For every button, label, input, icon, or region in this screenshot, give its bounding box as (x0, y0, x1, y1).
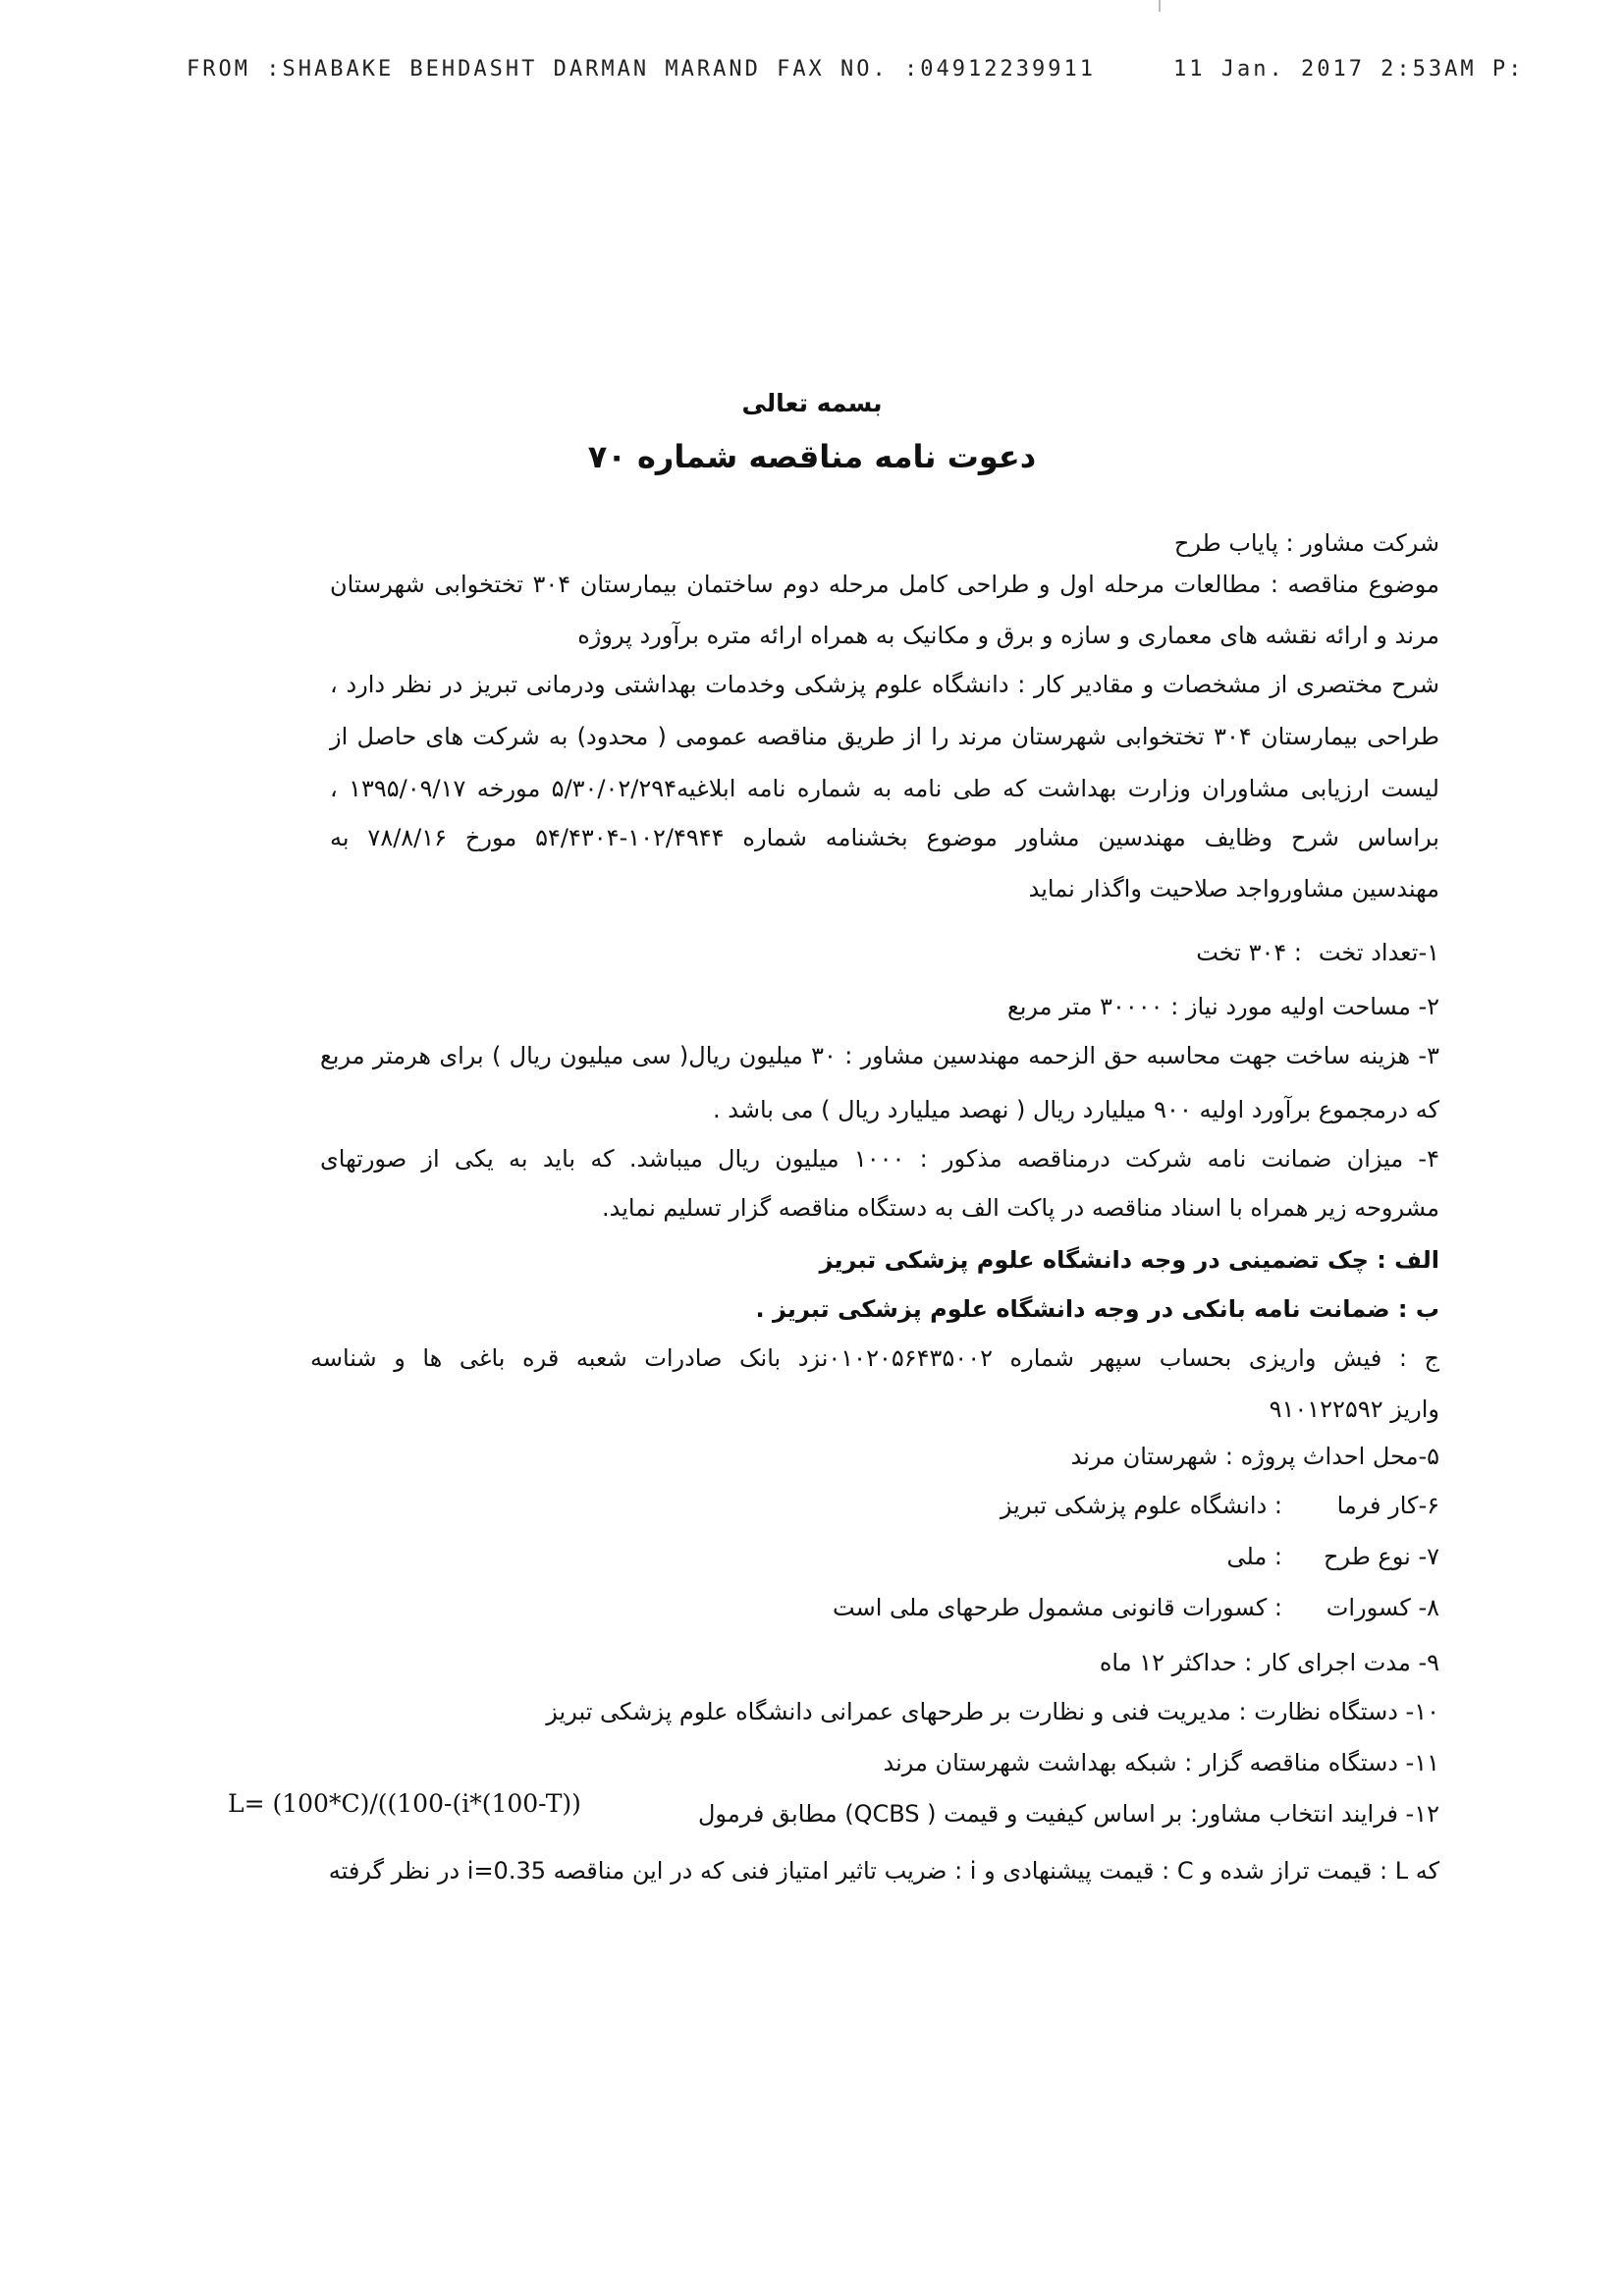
item-beds (948, 938, 1439, 967)
fax-sender-line: FROM :SHABAKE BEHDASHT DARMAN MARAND FAX NO. :04912239911 (187, 57, 1096, 82)
description-line-5: مهندسین مشاورواجد صلاحیت واگذار نماید (1028, 875, 1439, 902)
item-selection-process: ۱۲- فرایند انتخاب مشاور: بر اساس کیفیت و قیمت ( QCBS) مطابق فرمول (697, 1800, 1439, 1828)
item-guarantee-line-1: ۴- میزان ضمانت نامه شرکت درمناقصه مذکور : ۱۰۰۰ میلیون ریال میباشد. که باید به یکی از صورتهای (320, 1145, 1439, 1173)
item-tender-organizer: ۱۱- دستگاه مناقصه گزار : شبکه بهداشت شهرستان مرند (883, 1749, 1439, 1777)
item-deductions-label: ۸- کسورات (1326, 1594, 1439, 1621)
item-deductions (752, 1593, 1439, 1622)
item-plan-type (850, 1542, 1439, 1571)
item-plan-type-value: : ملی (1226, 1543, 1282, 1570)
selection-formula: L= (100*C)/((100-(i*(100-T)) (228, 1789, 581, 1818)
item-employer-value: : دانشگاه علوم پزشکی تبریز (1000, 1492, 1282, 1519)
item-location: ۵-محل احداث پروژه : شهرستان مرند (1070, 1443, 1439, 1470)
scan-mark (1159, 0, 1161, 12)
subject-line-1: موضوع مناقصه : مطالعات مرحله اول و طراحی کامل مرحله دوم ساختمان بیمارستان ۳۰۴ تختخوابی شهرستان (330, 571, 1439, 598)
subject-line-2: مرند و ارائه نقشه های معماری و سازه و برق و مکانیک به همراه ارائه متره برآورد پروژه (577, 622, 1439, 649)
fax-header (187, 57, 1525, 92)
item-employer (850, 1491, 1439, 1520)
option-be: ب : ضمانت نامه بانکی در وجه دانشگاه علوم پزشکی تبریز . (755, 1295, 1439, 1323)
item-formula-legend: که L : قیمت تراز شده و C : قیمت پیشنهادی و i : ضریب تاثیر امتیاز فنی که در این مناقصه i=0.35 در نظر گرفته (328, 1857, 1439, 1885)
item-guarantee-line-2: مشروحه زیر همراه با اسناد مناقصه در پاکت الف به دستگاه مناقصه گزار تسلیم نماید. (601, 1194, 1439, 1222)
item-cost-line-1: ۳- هزینه ساخت جهت محاسبه حق الزحمه مهندسین مشاور : ۳۰ میلیون ریال( سی میلیون ریال ) برای هرمتر مربع (320, 1042, 1439, 1069)
item-cost-line-2: که درمجموع برآورد اولیه ۹۰۰ میلیارد ریال ( نهصد میلیارد ریال ) می باشد . (713, 1096, 1439, 1123)
option-jim-line-2: واریز ۹۱۰۱۲۲۵۹۲ (1269, 1395, 1439, 1423)
item-area: ۲- مساحت اولیه مورد نیاز : ۳۰۰۰۰ متر مربع (1006, 993, 1439, 1020)
item-employer-label: ۶-کار فرما (1336, 1492, 1439, 1519)
description-line-4: براساس شرح وظایف مهندسین مشاور موضوع بخشنامه شماره ۱۰۲/۴۹۴۴-۵۴/۴۳۰۴ مورخ ۷۸/۸/۱۶ به (330, 824, 1439, 851)
bismillah-heading: بسمه تعالی (741, 389, 883, 417)
fax-datetime: 11 Jan. 2017 2:53AM P: (1173, 57, 1525, 82)
item-duration: ۹- مدت اجرای کار : حداکثر ۱۲ ماه (1099, 1649, 1439, 1676)
option-alef: الف : چک تضمینی در وجه دانشگاه علوم پزشکی تبریز (819, 1246, 1439, 1274)
description-line-3: لیست ارزیابی مشاوران وزارت بهداشت که طی نامه به شماره نامه ابلاغیه۵/۳۰/۰۲/۲۹۴ مورخه ۱۳۹۵/۰۹/۱۷ ، (330, 775, 1439, 802)
description-line-2: طراحی بیمارستان ۳۰۴ تختخوابی شهرستان مرند را از طریق مناقصه عمومی ( محدود) به شرکت های حاصل از (330, 723, 1439, 750)
item-plan-type-label: ۷- نوع طرح (1323, 1543, 1439, 1570)
option-jim-line-1: ج : فیش واریزی بحساب سپهر شماره ۰۱۰۲۰۵۶۴۳۵۰۰۲نزد بانک صادرات شعبه قره باغی ها و شناسه (310, 1344, 1440, 1372)
description-line-1: شرح مختصری از مشخصات و مقادیر کار : دانشگاه علوم پزشکی وخدمات بهداشتی ودرمانی تبریز در نظر دارد ، (330, 671, 1439, 698)
item-deductions-value: : کسورات قانونی مشمول طرحهای ملی است (833, 1594, 1282, 1621)
item-beds-value: : ۳۰۴ تخت (1196, 939, 1302, 966)
item-supervision: ۱۰- دستگاه نظارت : مدیریت فنی و نظارت بر طرحهای عمرانی دانشگاه علوم پزشکی تبریز (546, 1698, 1439, 1725)
consultant-line: شرکت مشاور : پایاب طرح (1173, 529, 1439, 557)
document-title: دعوت نامه مناقصه شماره ۷۰ (587, 438, 1037, 475)
item-beds-label: ۱-تعداد تخت (1318, 939, 1439, 966)
